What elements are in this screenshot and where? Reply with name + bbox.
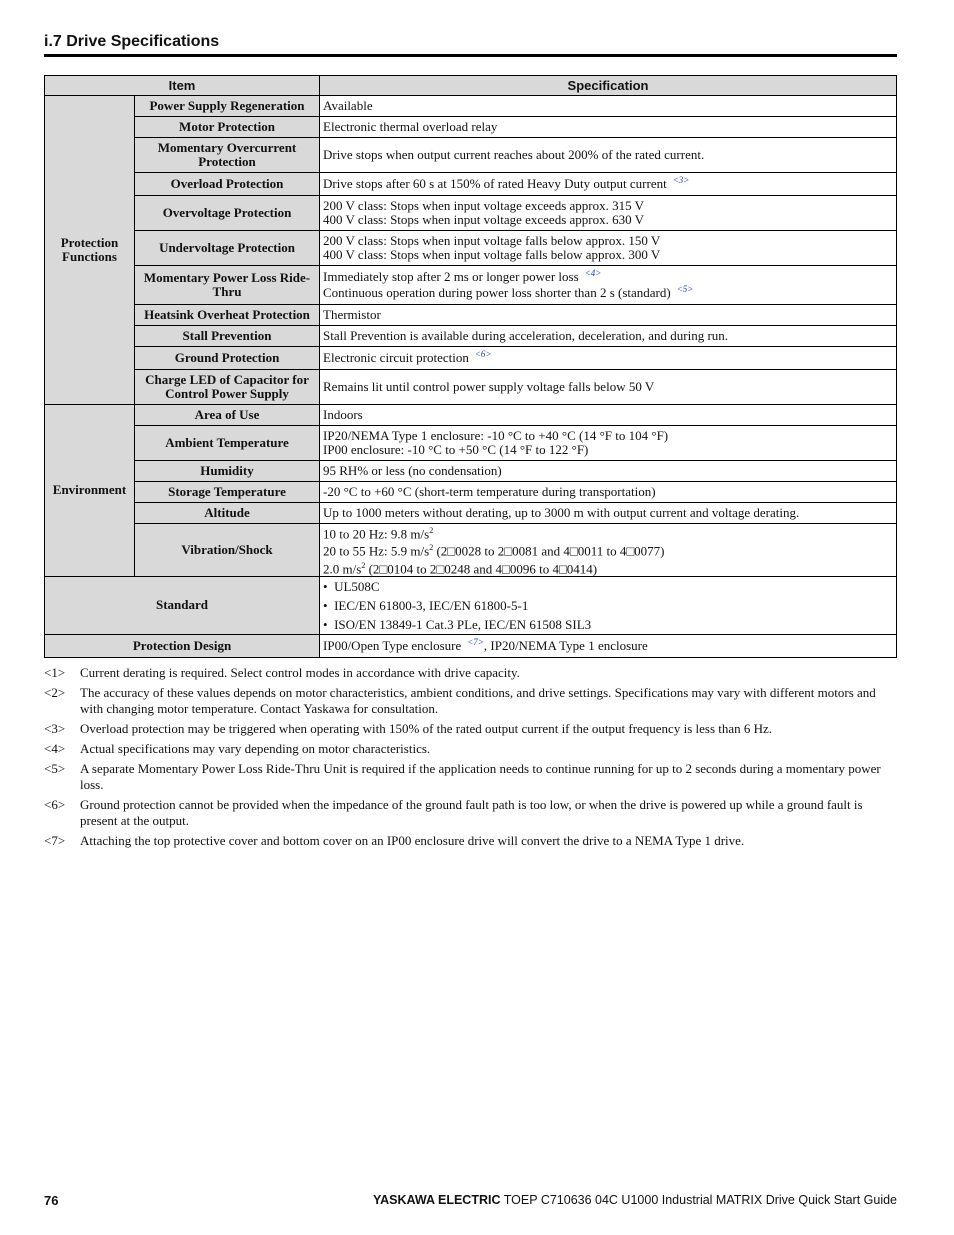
footer-doc-title [373,1193,897,1207]
value-text: Drive stops after 60 s at 150% of rated Heavy Duty output current [323,176,667,191]
footer-doc-text: TOEP C710636 04C U1000 Industrial MATRIX Drive Quick Start Guide [500,1193,897,1207]
footnote-text: Attaching the top protective cover and bottom cover on an IP00 enclosure drive will convert the drive to a NEMA Type 1 drive. [80,833,745,848]
item-cell: Area of Use [135,405,320,426]
page-number: 76 [44,1193,59,1208]
bullet-text: ISO/EN 13849-1 Cat.3 PLe, IEC/EN 61508 SIL3 [334,616,592,632]
footnote-ref-link[interactable]: <7> [467,636,484,647]
item-cell: Humidity [135,461,320,482]
table-row [45,426,897,461]
bullet-text: IEC/EN 61800-3, IEC/EN 61800-5-1 [334,597,529,613]
bullet-item: • UL508C [323,578,380,594]
value-cell [320,426,897,461]
value-line [323,270,893,284]
footnote [44,833,897,849]
item-cell: Motor Protection [135,117,320,138]
footer-brand: YASKAWA ELECTRIC [372,1193,501,1207]
value-cell [320,266,897,305]
value-line: 200 V class: Stops when input voltage falls below approx. 150 V [323,233,661,248]
value-cell [320,576,897,634]
superscript: 2 [361,560,366,570]
table-row [45,370,897,405]
table-row [45,266,897,305]
value-line [323,524,893,541]
footnote-text: Overload protection may be triggered when operating with 150% of the rated output current if the output frequency is less than 6 Hz. [80,721,773,736]
value-cell: Drive stops when output current reaches about 200% of the rated current. [320,138,897,173]
value-line: IP20/NEMA Type 1 enclosure: -10 °C to +40 °C (14 °F to 104 °F) [323,428,669,443]
table-row [45,503,897,524]
footnote-text: The accuracy of these values depends on motor characteristics, ambient conditions, and drive settings. Specifications may vary with different motors and with changing motor temperature. Contact Yaskawa for consultation. [80,685,876,716]
table-row [45,96,897,117]
value-text: (2□0028 to 2□0081 and 4□0011 to 4□0077) [433,543,665,559]
table-row [45,576,897,634]
protection-design-label: Protection Design [45,634,320,657]
value-text: , IP20/NEMA Type 1 enclosure [483,637,648,653]
item-cell: Ground Protection [135,347,320,370]
spec-table [44,75,897,658]
header-row [45,76,897,96]
footnote-ref-link[interactable]: <5> [676,284,694,294]
table-row [45,461,897,482]
footnote-text: Current derating is required. Select control modes in accordance with drive capacity. [80,665,520,680]
value-cell [320,347,897,370]
item-cell: Vibration/Shock [135,524,320,577]
footnote [44,741,897,757]
value-cell: Stall Prevention is available during acceleration, deceleration, and during run. [320,326,897,347]
value-line: 400 V class: Stops when input voltage falls below approx. 300 V [323,247,661,262]
value-cell: Remains lit until control power supply voltage falls below 50 V [320,370,897,405]
item-cell: Overvoltage Protection [135,196,320,231]
item-cell: Ambient Temperature [135,426,320,461]
value-text: 10 to 20 Hz: 9.8 m/s [323,526,430,542]
value-text: 2.0 m/s [323,560,362,576]
footnote-text: Actual specifications may vary depending on motor characteristics. [80,741,431,756]
standard-label: Standard [45,576,320,634]
table-row [45,305,897,326]
item-cell: Overload Protection [135,173,320,196]
group-protection-functions: Protection Functions [45,96,135,405]
footnotes [44,665,897,853]
footnote-number: <7> [44,833,66,848]
value-cell: -20 °C to +60 °C (short-term temperature during transportation) [320,482,897,503]
footnote-number: <4> [44,741,66,756]
value-line: IP00 enclosure: -10 °C to +50 °C (14 °F to 122 °F) [323,442,589,457]
value-text: Immediately stop after 2 ms or longer power loss [323,269,579,284]
footnote-number: <1> [44,665,66,680]
footnote-text: Ground protection cannot be provided when the impedance of the ground fault path is too low, or when the drive is powered up while a ground fault is present at the output. [80,797,863,828]
value-cell: Thermistor [320,305,897,326]
group-environment: Environment [45,405,135,577]
footnote-ref-link[interactable]: <4> [584,268,602,278]
value-text: 20 to 55 Hz: 5.9 m/s [323,543,430,559]
item-cell: Power Supply Regeneration [135,96,320,117]
item-cell: Heatsink Overheat Protection [135,305,320,326]
value-cell [320,173,897,196]
value-text: (2□0104 to 2□0248 and 4□0096 to 4□0414) [365,560,598,576]
bullet-item: • IEC/EN 61800-3, IEC/EN 61800-5-1 [323,597,529,613]
table-row [45,231,897,266]
footnote [44,721,897,737]
footnote [44,797,897,829]
value-cell [320,231,897,266]
item-cell: Undervoltage Protection [135,231,320,266]
value-cell: Indoors [320,405,897,426]
table-row [45,524,897,577]
value-cell: 95 RH% or less (no condensation) [320,461,897,482]
value-cell: Available [320,96,897,117]
bullet-item: • ISO/EN 13849-1 Cat.3 PLe, IEC/EN 61508 SIL3 [323,616,592,632]
table-row [45,326,897,347]
superscript: 2 [429,543,434,553]
superscript: 2 [429,526,434,535]
item-cell: Storage Temperature [135,482,320,503]
value-line: 200 V class: Stops when input voltage exceeds approx. 315 V [323,198,645,213]
value-text: Electronic circuit protection [323,350,469,365]
table-row [45,117,897,138]
footnote-number: <6> [44,797,66,812]
table-row [45,196,897,231]
section-rule [44,54,897,57]
value-line [323,559,893,576]
footnote-number: <3> [44,721,66,736]
value-cell: Up to 1000 meters without derating, up to 3000 m with output current and voltage derating. [320,503,897,524]
footnote [44,761,897,793]
bullet-text: UL508C [334,578,380,594]
value-cell [320,524,897,577]
value-line [323,541,893,558]
value-cell: Electronic thermal overload relay [320,117,897,138]
header-item: Item [45,76,320,96]
table-row [45,138,897,173]
footnote [44,665,897,681]
value-cell [320,196,897,231]
value-line [323,286,893,300]
item-cell: Charge LED of Capacitor for Control Power Supply [135,370,320,405]
item-cell: Stall Prevention [135,326,320,347]
footnote-number: <5> [44,761,66,776]
table-row [45,634,897,657]
table-row [45,173,897,196]
footnote-number: <2> [44,685,66,700]
value-text: Continuous operation during power loss shorter than 2 s (standard) [323,285,671,300]
item-cell: Altitude [135,503,320,524]
value-line: 400 V class: Stops when input voltage exceeds approx. 630 V [323,212,645,227]
value-text: IP00/Open Type enclosure [323,637,462,653]
table-row [45,482,897,503]
footnote-ref-link[interactable]: <3> [672,175,690,185]
header-specification: Specification [320,76,897,96]
footnote-text: A separate Momentary Power Loss Ride-Thru Unit is required if the application needs to continue running for up to 2 seconds during a momentary power loss. [80,761,881,792]
footnote-ref-link[interactable]: <6> [474,349,492,359]
footnote [44,685,897,717]
section-title: i.7 Drive Specifications [44,33,220,50]
item-cell: Momentary Overcurrent Protection [135,138,320,173]
page [44,0,897,1235]
table-row [45,347,897,370]
item-cell: Momentary Power Loss Ride-Thru [135,266,320,305]
table-row [45,405,897,426]
value-cell [320,634,897,657]
